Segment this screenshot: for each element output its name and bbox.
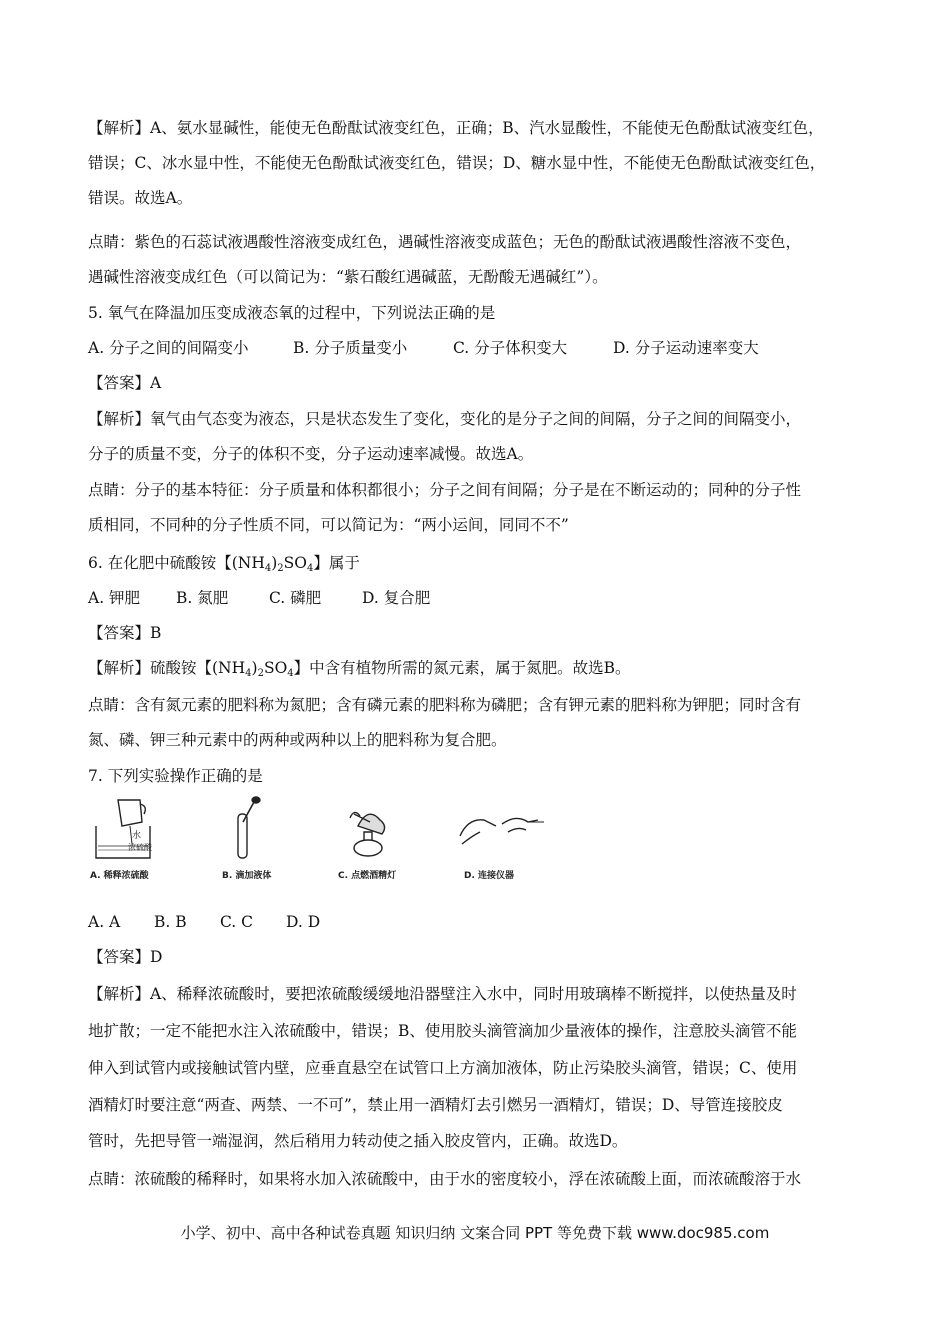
q6-options xyxy=(88,588,430,608)
text-line: 伸入到试管内或接触试管内壁，应垂直悬空在试管口上方滴加液体，防止污染胶头滴管，错误；C、使用 xyxy=(88,1059,798,1077)
text-line: 质相同，不同种的分子性质不同，可以简记为：“两小运间，同同不不” xyxy=(88,516,569,534)
text-line: 【解析】A、氨水显碱性，能使无色酚酞试液变红色，正确；B、汽水显酸性，不能使无色酚酞试液变红色， xyxy=(88,119,824,137)
q5-option-c: C. 分子体积变大 xyxy=(453,339,568,357)
lab-operations-figure xyxy=(88,796,548,888)
question-7: 7. 下列实验操作正确的是 xyxy=(88,767,263,785)
question-6: 6. 在化肥中硫酸铵【$(NH_4)_2SO_4$】属于 xyxy=(88,554,360,574)
text-line: 氮、磷、钾三种元素中的两种或两种以上的肥料称为复合肥。 xyxy=(88,731,507,749)
text-line: 点睛：分子的基本特征：分子质量和体积都很小；分子之间有间隔；分子是在不断运动的；同种的分子性 xyxy=(88,481,802,499)
q6-option-a: A. 钾肥 xyxy=(88,589,141,607)
text-line: 错误；C、冰水显中性，不能使无色酚酞试液变红色，错误；D、糖水显中性，不能使无色酚酞试液变红色， xyxy=(88,154,826,172)
text-line: 酒精灯时要注意“两查、两禁、一不可”，禁止用一酒精灯去引燃另一酒精灯，错误；D、导管连接胶皮 xyxy=(88,1096,783,1114)
q6-analysis: 【解析】硫酸铵【$(NH_4)_2SO_4$】中含有植物所需的氮元素，属于氮肥。故选B。 xyxy=(88,659,631,679)
alcohol-lamp-illustration xyxy=(350,812,385,856)
q5-options xyxy=(88,338,759,358)
acid-label: 浓硫酸 xyxy=(128,843,152,852)
q5-answer: 【答案】A xyxy=(88,374,162,392)
text-line: 分子的质量不变，分子的体积不变，分子运动速率减慢。故选A。 xyxy=(88,445,534,463)
q7-option-a: A. A xyxy=(88,913,121,931)
q6-option-b: B. 氮肥 xyxy=(176,589,229,607)
connect-instruments-illustration xyxy=(460,818,544,844)
text-line: 【解析】氧气由气态变为液态，只是状态发生了变化，变化的是分子之间的间隔，分子之间的间隔变小， xyxy=(88,410,802,428)
text-line: 【解析】A、稀释浓硫酸时，要把浓硫酸缓缓地沿器壁注入水中，同时用玻璃棒不断搅拌，以使热量及时 xyxy=(88,985,797,1003)
figure-caption-d: D. 连接仪器 xyxy=(464,871,515,881)
q7-option-c: C. C xyxy=(220,913,254,931)
q5-option-b: B. 分子质量变小 xyxy=(293,339,408,357)
water-label: 水 xyxy=(132,831,142,841)
text-line: 错误。故选A。 xyxy=(88,189,193,207)
figure-caption-c: C. 点燃酒精灯 xyxy=(338,871,397,881)
page-footer: 小学、初中、高中各种试卷真题 知识归纳 文案合同 PPT 等免费下载 www.doc985.com xyxy=(180,1224,770,1242)
text-line: 遇碱性溶液变成红色（可以简记为：“紫石酸红遇碱蓝，无酚酸无遇碱红”）。 xyxy=(88,268,608,286)
q5-option-d: D. 分子运动速率变大 xyxy=(613,339,759,357)
q7-option-b: B. B xyxy=(154,913,187,931)
q6-answer: 【答案】B xyxy=(88,624,162,642)
figure-caption-b: B. 滴加液体 xyxy=(222,871,272,881)
text-line: 点睛：紫色的石蕊试液遇酸性溶液变成红色，遇碱性溶液变成蓝色；无色的酚酞试液遇酸性溶液不变色， xyxy=(88,233,802,251)
q7-answer: 【答案】D xyxy=(88,948,163,966)
text-line: 管时，先把导管一端湿润，然后稍用力转动使之插入胶皮管内，正确。故选D。 xyxy=(88,1132,628,1150)
lab-operations-drawing xyxy=(88,796,548,868)
text-line: 点睛：含有氮元素的肥料称为氮肥；含有磷元素的肥料称为磷肥；含有钾元素的肥料称为钾肥；同时含有 xyxy=(88,696,802,714)
q6-option-d: D. 复合肥 xyxy=(362,589,431,607)
q5-option-a: A. 分子之间的间隔变小 xyxy=(88,339,249,357)
q7-options xyxy=(88,912,320,932)
figure-caption-a: A. 稀释浓硫酸 xyxy=(90,871,149,881)
dropper-illustration xyxy=(238,797,260,858)
text-line: 地扩散；一定不能把水注入浓硫酸中，错误；B、使用胶头滴管滴加少量液体的操作，注意胶头滴管不能 xyxy=(88,1022,797,1040)
q6-option-c: C. 磷肥 xyxy=(269,589,322,607)
question-5: 5. 氧气在降温加压变成液态氧的过程中，下列说法正确的是 xyxy=(88,304,496,322)
text-line: 点睛：浓硫酸的稀释时，如果将水加入浓硫酸中，由于水的密度较小，浮在浓硫酸上面，而浓硫酸溶于水 xyxy=(88,1170,802,1188)
q7-option-d: D. D xyxy=(286,913,321,931)
